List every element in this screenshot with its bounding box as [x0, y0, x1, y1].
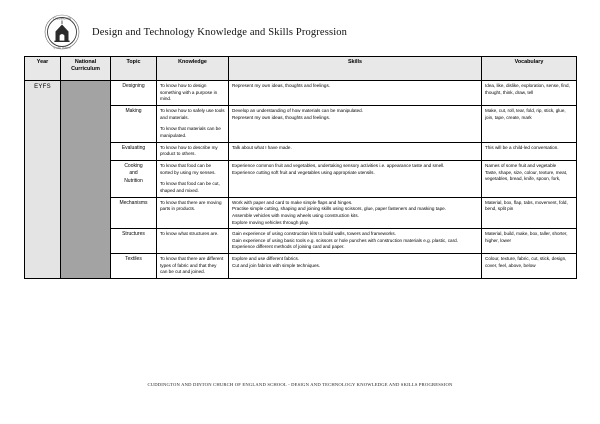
- text-line: Talk about what I have made.: [232, 144, 292, 150]
- vocabulary-cell: [482, 105, 577, 142]
- text-line: Experience different methods of joining card and paper.: [232, 244, 345, 250]
- knowledge-cell: [157, 254, 229, 279]
- skills-cell: [229, 229, 482, 254]
- text-line: To know how to describe my product to others.: [160, 144, 218, 157]
- topic-cell: Mechanisms: [111, 197, 157, 229]
- text-line: Represent my own ideas, thoughts and feelings.: [232, 114, 331, 120]
- text-line: Cut and join fabrics with simple techniques.: [232, 262, 321, 268]
- column-header-national-curriculum: [61, 57, 111, 81]
- table-row: [25, 81, 577, 106]
- text-line: Experience common fruit and vegetables, undertaking sensory activities i.e. appearance taste and smell.: [232, 162, 445, 168]
- vocabulary-cell: [482, 142, 577, 160]
- text-line: Make, cut, roll, tear, fold, rip, stick, glue, join, tape, create, mark: [485, 107, 566, 120]
- vocabulary-cell: [482, 197, 577, 229]
- school-crest-icon: [42, 12, 82, 52]
- skills-cell: [229, 81, 482, 106]
- text-line: Represent my own ideas, thoughts and feelings.: [232, 83, 331, 88]
- knowledge-cell: [157, 142, 229, 160]
- progression-table: [24, 56, 577, 279]
- nc-header-line1: National: [74, 59, 97, 65]
- text-line: To know how to design something with a purpose in mind.: [160, 83, 218, 102]
- text-line: To know how to safely use tools and materials.: [160, 107, 225, 120]
- text-line: Material, build, make, box, taller, shorter, higher, lower: [485, 231, 568, 243]
- knowledge-cell: [157, 197, 229, 229]
- document-header: [0, 0, 600, 50]
- svg-text:C of E School: C of E School: [53, 46, 71, 50]
- text-line: Work with paper and card to make simple flaps and hinges.: [232, 199, 353, 205]
- vocabulary-cell: [482, 81, 577, 106]
- skills-cell: [229, 142, 482, 160]
- text-line: To know that food can be cut, shaped and mixed.: [160, 181, 220, 193]
- table-body: [25, 81, 577, 279]
- text-line: To know what structures are.: [160, 231, 219, 237]
- svg-text:CUDDINGTON: CUDDINGTON: [53, 17, 71, 21]
- text-line: To know that food can be sorted by using my senses.: [160, 162, 216, 175]
- vocabulary-cell: [482, 160, 577, 197]
- topic-cell: Cooking and Nutrition: [111, 160, 157, 197]
- knowledge-cell: [157, 81, 229, 106]
- text-line: Develop an understanding of how materials can be manipulated.: [232, 107, 364, 113]
- year-group-cell: EYFS: [25, 81, 61, 279]
- text-line: Idea, like, dislike, exploration, sense, find, thought, think, draw, tell: [485, 83, 570, 95]
- national-curriculum-cell: [61, 81, 111, 279]
- text-line: Practise simple cutting, shaping and joining skills using scissors, glue, paper fasteners and masking tape.: [232, 206, 446, 212]
- vocabulary-cell: [482, 229, 577, 254]
- text-line: Explore and use different fabrics.: [232, 256, 300, 262]
- column-header-knowledge: Knowledge: [157, 57, 229, 81]
- text-line: To know that materials can be manipulated.: [160, 126, 221, 138]
- knowledge-cell: [157, 105, 229, 142]
- column-header-skills: Skills: [229, 57, 482, 81]
- column-header-vocabulary: Vocabulary: [482, 57, 577, 81]
- text-line: Taste, shape, size, colour, texture, meat, vegetables, bread, knife, spoon, fork,: [485, 169, 568, 182]
- text-line: Experience cutting soft fruit and vegetables using appropriate utensils.: [232, 169, 375, 175]
- text-line: Explore moving vehicles through play.: [232, 219, 310, 225]
- text-line: Gain experience of using construction kits to build walls, towers and frameworks.: [232, 231, 396, 237]
- skills-cell: [229, 105, 482, 142]
- nc-header-line2: Curriculum: [71, 66, 100, 73]
- skills-cell: [229, 254, 482, 279]
- text-line: To know that there are different types of fabric and that they can be cut and joined.: [160, 256, 224, 275]
- table-header: [25, 57, 577, 81]
- text-line: Colour, texture, fabric, cut, stick, design, cover, feel, above, below: [485, 256, 567, 268]
- text-line: To know that there are moving parts in products.: [160, 199, 222, 212]
- topic-cell: Evaluating: [111, 142, 157, 160]
- column-header-topic: Topic: [111, 57, 157, 81]
- text-line: Material, box, flap, tabs, movement, fold, bend, split pin: [485, 199, 568, 212]
- text-line: Names of some fruit and vegetable: [485, 162, 557, 168]
- column-header-year: Year: [25, 57, 61, 81]
- document-footer: CUDDINGTON AND DINTON CHURCH OF ENGLAND SCHOOL - DESIGN AND TECHNOLOGY KNOWLEDGE AND SKILLS PROGRESSION: [147, 382, 453, 387]
- text-line: Assemble vehicles with moving wheels using construction kits.: [232, 212, 359, 218]
- table-header-row: [25, 57, 577, 81]
- skills-cell: [229, 197, 482, 229]
- topic-cell: Textiles: [111, 254, 157, 279]
- text-line: This will be a child-led conversation.: [485, 144, 559, 150]
- progression-table-container: [0, 46, 600, 279]
- text-line: Gain experience of using basic tools e.g. scissors or hole punches with construction materials e.g. plastic, card.: [232, 237, 458, 243]
- vocabulary-cell: [482, 254, 577, 279]
- topic-cell: Designing: [111, 81, 157, 106]
- knowledge-cell: [157, 229, 229, 254]
- skills-cell: [229, 160, 482, 197]
- topic-cell: Structures: [111, 229, 157, 254]
- knowledge-cell: [157, 160, 229, 197]
- page-title: Design and Technology Knowledge and Skills Progression: [92, 26, 348, 38]
- topic-cell: Making: [111, 105, 157, 142]
